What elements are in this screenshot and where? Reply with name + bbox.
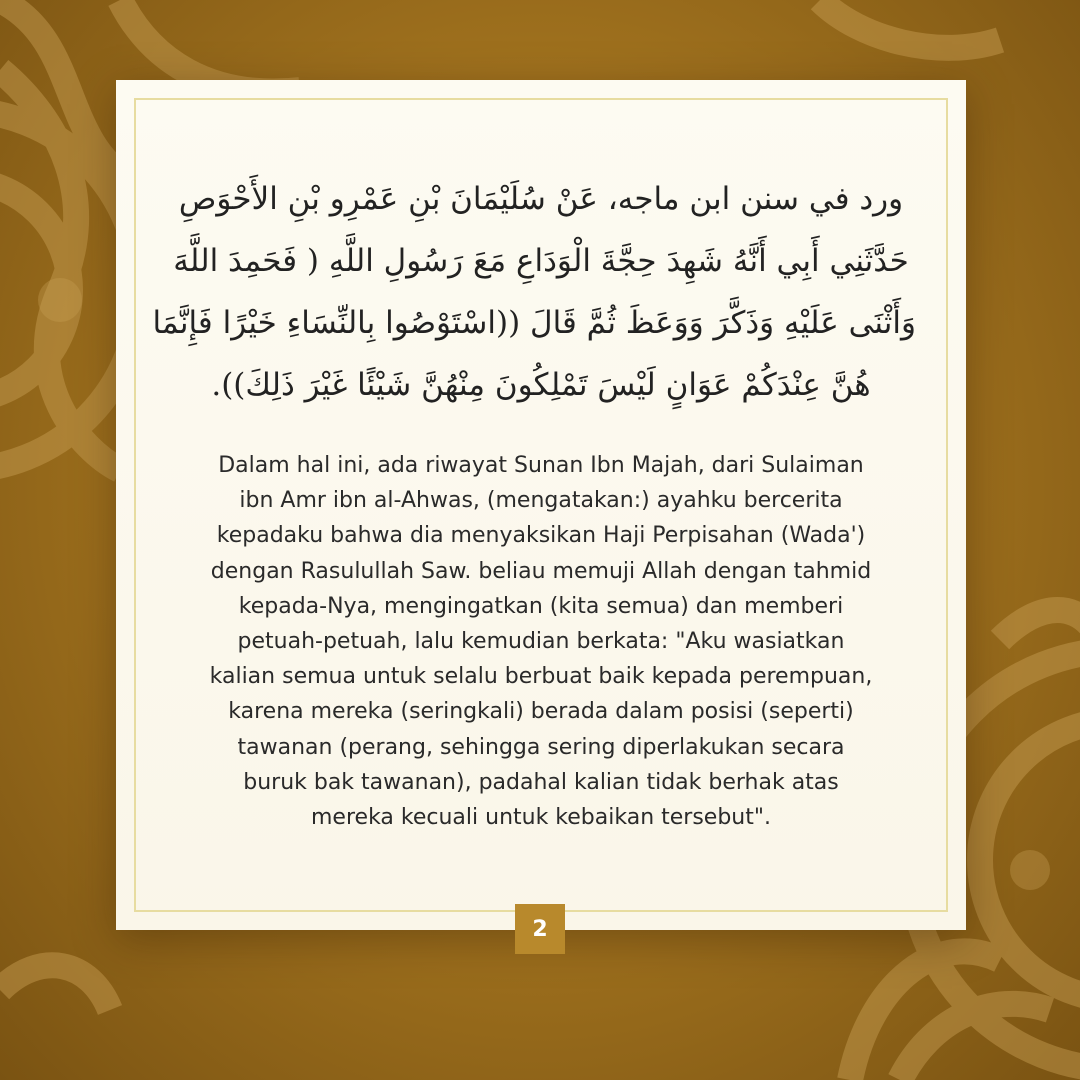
translation-line: Dalam hal ini, ada riwayat Sunan Ibn Majah, dari Sulaiman (218, 453, 864, 478)
page-number-badge: 2 (515, 904, 565, 954)
arabic-line: حَدَّثَنِي أَبِي أَنَّهُ شَهِدَ حِجَّةَ الْوَدَاعِ مَعَ رَسُولِ اللَّهِ ( فَحَمِدَ اللَّهَ (173, 243, 909, 279)
arabic-line: هُنَّ عِنْدَكُمْ عَوَانٍ لَيْسَ تَمْلِكُونَ مِنْهُنَّ شَيْئًا غَيْرَ ذَلِكَ)). (211, 367, 871, 403)
indonesian-translation (176, 448, 906, 835)
translation-line: buruk bak tawanan), padahal kalian tidak berhak atas (243, 769, 839, 795)
content-card (116, 80, 966, 942)
translation-line: petuah-petuah, lalu kemudian berkata: "Aku wasiatkan (237, 629, 845, 655)
translation-line: kalian semua untuk selalu berbuat baik kepada perempuan, (209, 664, 873, 690)
translation-line: dengan Rasulullah Saw. beliau memuji Allah dengan tahmid (210, 558, 872, 584)
arabic-line: وَأَثْنَى عَلَيْهِ وَذَكَّرَ وَوَعَظَ ثُمَّ قَالَ ((اسْتَوْصُوا بِالنِّسَاءِ خَيْرًا فَإِنَّمَا (152, 305, 916, 341)
translation-line: ibn Amr ibn al-Ahwas, (mengatakan:) ayahku bercerita (239, 488, 843, 514)
translation-line: karena mereka (seringkali) berada dalam posisi (seperti) (228, 699, 854, 725)
translation-line: mereka kecuali untuk kebaikan tersebut". (311, 805, 771, 831)
translation-line: tawanan (perang, sehingga sering diperlakukan secara (237, 734, 845, 760)
arabic-line: ورد في سنن ابن ماجه، عَنْ سُلَيْمَانَ بْنِ عَمْرِو بْنِ الأَحْوَصِ (178, 181, 904, 217)
arabic-hadith-text (152, 168, 916, 416)
translation-line: kepadaku bahwa dia menyaksikan Haji Perpisahan (Wada') (216, 523, 866, 549)
translation-line: kepada-Nya, mengingatkan (kita semua) dan memberi (238, 593, 844, 619)
